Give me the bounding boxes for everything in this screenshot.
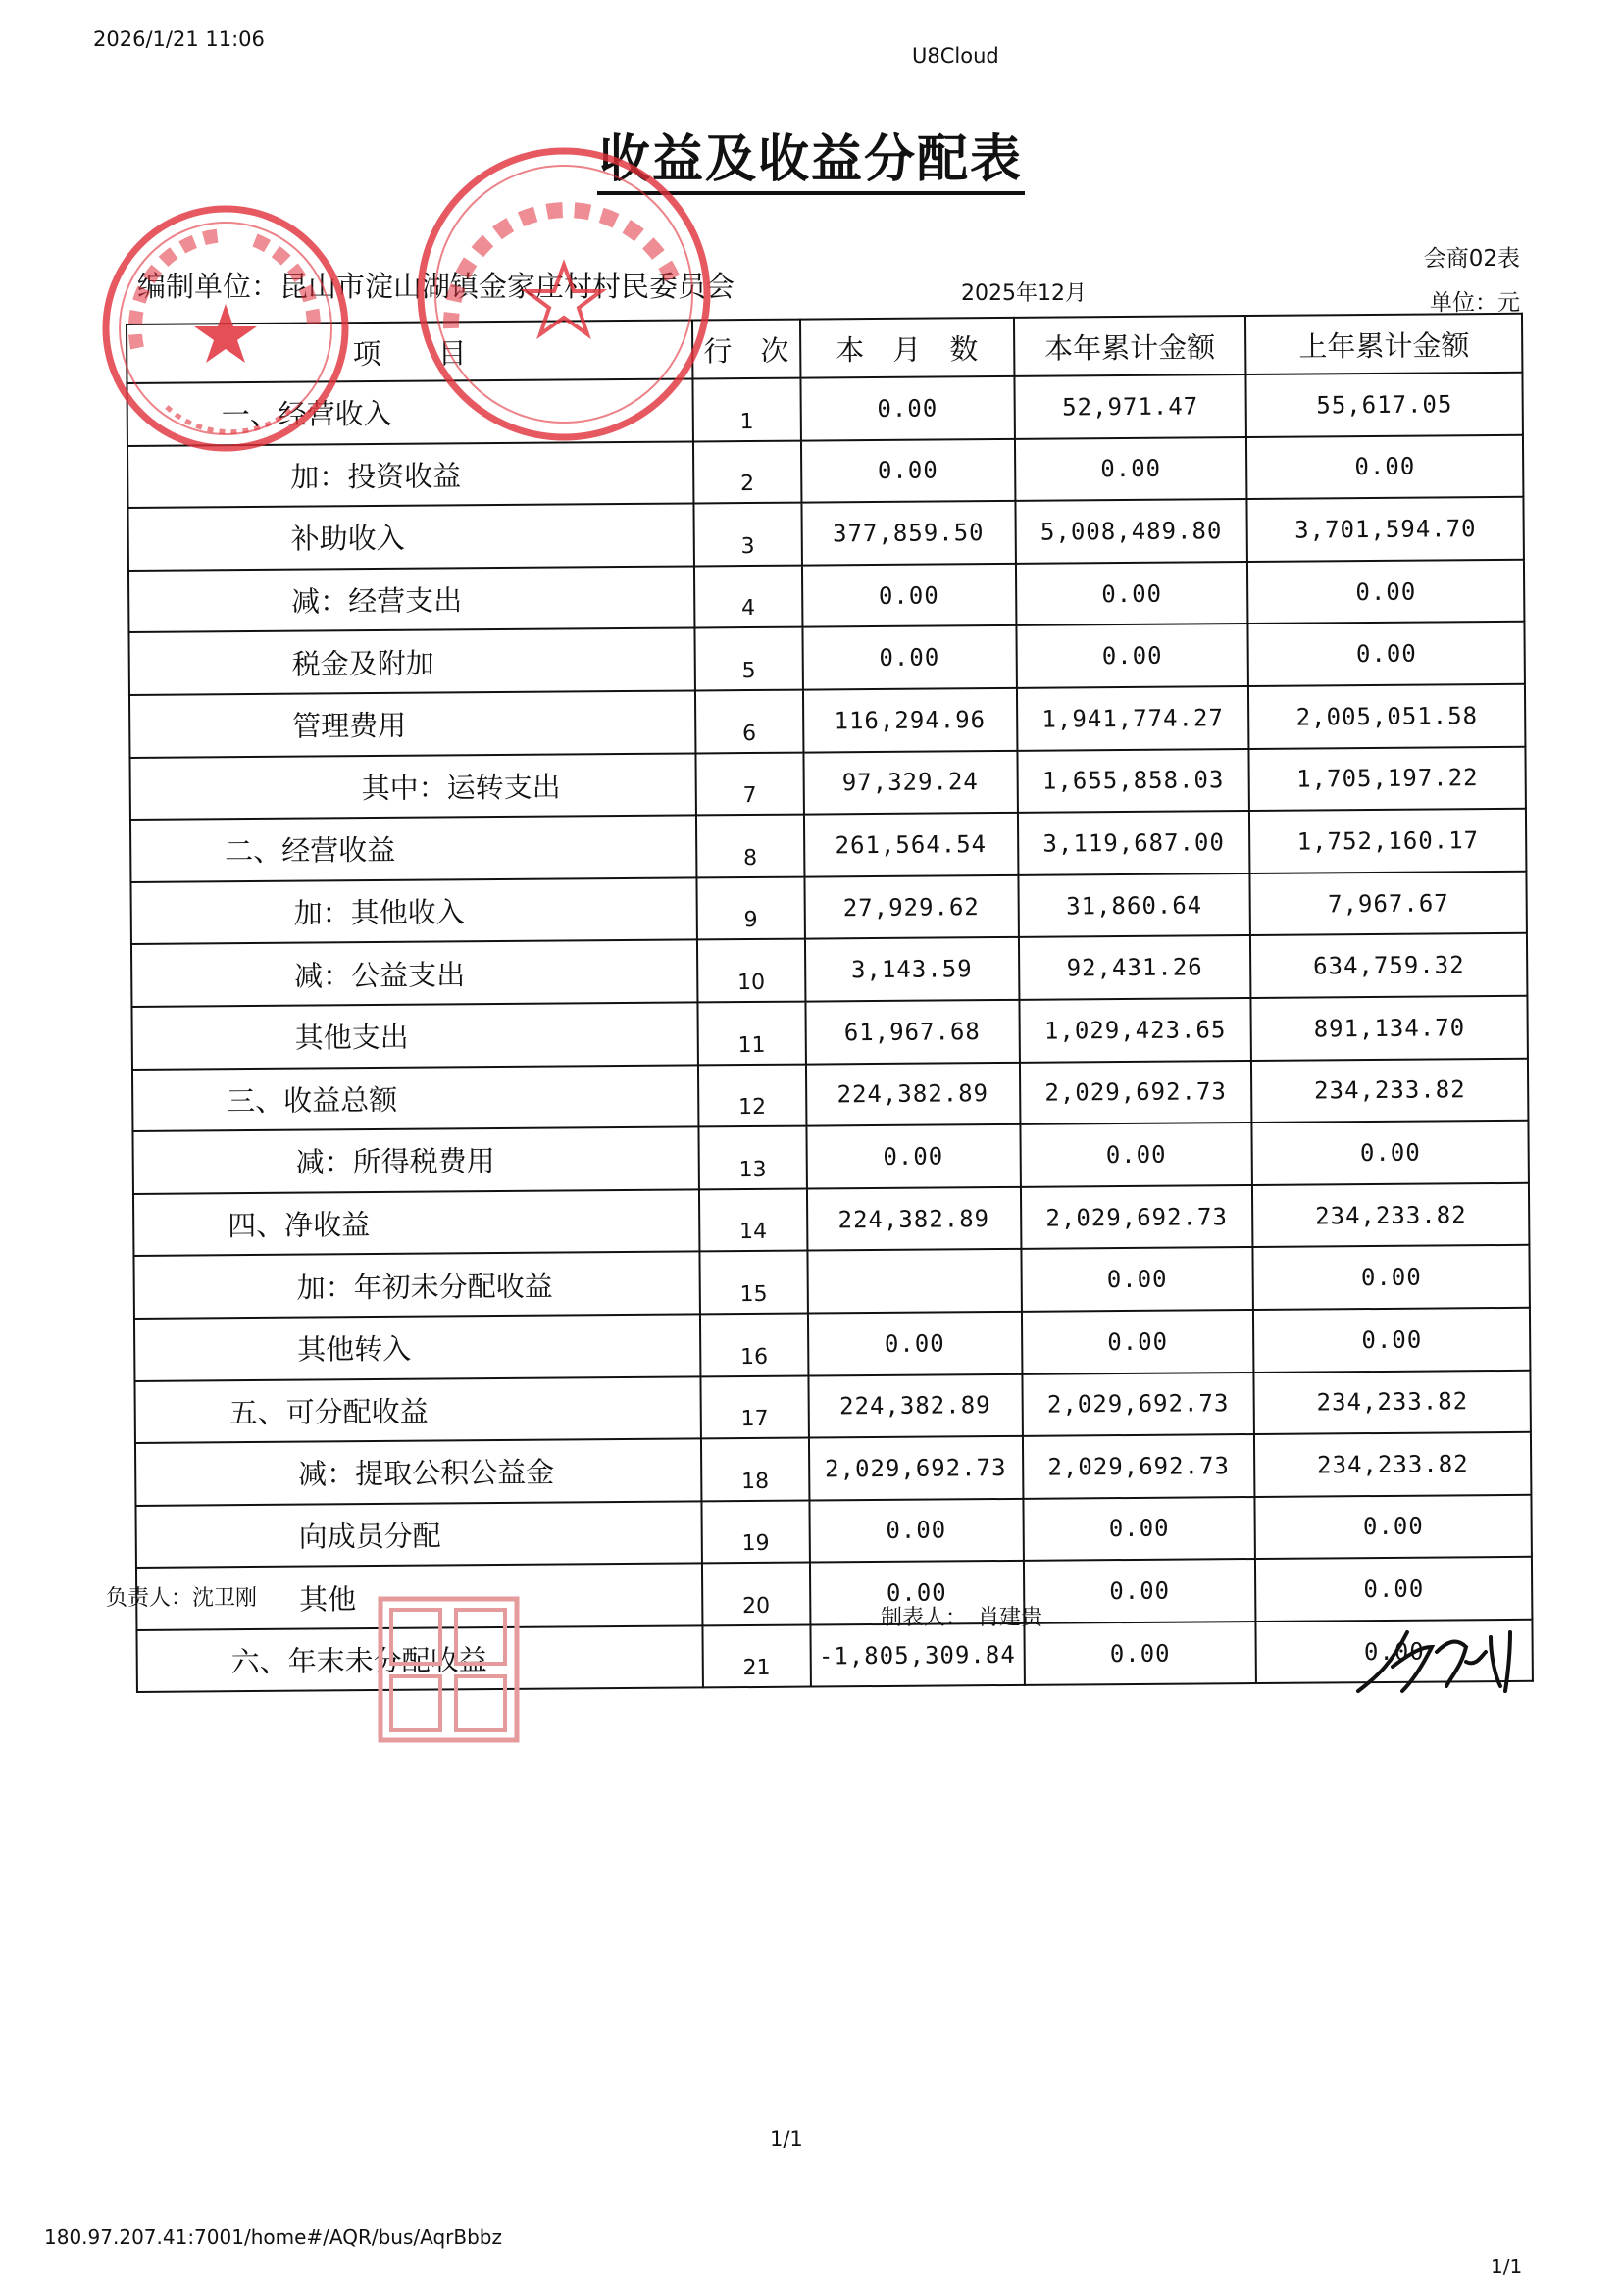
- row-item-label: 四、净收益: [133, 1189, 699, 1256]
- row-month-amount: 0.00: [801, 438, 1015, 502]
- row-month-amount: 61,967.68: [805, 1000, 1019, 1064]
- row-prev-year-amount: 0.00: [1256, 1620, 1533, 1684]
- org-name: 昆山市淀山湖镇金家庄村村民委员会: [279, 270, 735, 303]
- row-ytd-amount: 0.00: [1020, 1123, 1252, 1186]
- row-item-label: 三、收益总额: [132, 1065, 698, 1131]
- page-number: 1/1: [770, 2127, 803, 2151]
- row-prev-year-amount: 1,705,197.22: [1249, 746, 1526, 811]
- table-row: [134, 1370, 1530, 1443]
- row-line-number: 16: [700, 1313, 808, 1375]
- org-label: 编制单位：: [137, 270, 280, 303]
- row-item-label: 加：其他收入: [130, 877, 696, 944]
- page-url: 180.97.207.41:7001/home#/AQR/bus/AqrBbbz: [44, 2225, 502, 2249]
- row-prev-year-amount: 2,005,051.58: [1248, 684, 1525, 749]
- table-row: [133, 1183, 1529, 1257]
- row-month-amount: [807, 1249, 1021, 1313]
- row-month-amount: 377,859.50: [801, 501, 1015, 565]
- row-line-number: 3: [693, 503, 801, 566]
- table-row: [134, 1308, 1530, 1381]
- table-row: [129, 746, 1525, 820]
- row-month-amount: 0.00: [806, 1124, 1020, 1188]
- center-round-seal-icon: [412, 142, 716, 446]
- row-prev-year-amount: 234,233.82: [1254, 1432, 1531, 1497]
- row-ytd-amount: 1,655,858.03: [1017, 749, 1249, 813]
- row-item-label: 加：年初未分配收益: [133, 1252, 699, 1319]
- table-body: [127, 373, 1532, 1693]
- name-seal-icon: [378, 1596, 520, 1743]
- row-item-label: 管理费用: [129, 690, 695, 757]
- row-month-amount: 0.00: [802, 625, 1016, 689]
- row-ytd-amount: 0.00: [1021, 1247, 1253, 1311]
- form-code: 会商02表: [1423, 246, 1520, 272]
- row-month-amount: 116,294.96: [803, 688, 1017, 752]
- row-ytd-amount: 3,119,687.00: [1018, 811, 1250, 874]
- row-item-label: 补助收入: [127, 504, 693, 571]
- row-month-amount: 2,029,692.73: [809, 1436, 1023, 1500]
- table-row: [128, 560, 1524, 633]
- row-line-number: 7: [695, 752, 803, 815]
- row-item-label: 减：经营支出: [128, 566, 694, 632]
- report-title: 收益及收益分配表: [0, 118, 1622, 191]
- table-row: [129, 684, 1525, 758]
- row-line-number: 4: [694, 565, 802, 627]
- row-item-label: 其他: [136, 1564, 702, 1630]
- row-item-label: 一、经营收入: [127, 378, 692, 445]
- row-prev-year-amount: 0.00: [1253, 1308, 1530, 1373]
- print-datetime: 2026/1/21 11:06: [93, 27, 265, 51]
- row-line-number: 18: [701, 1438, 809, 1501]
- col-header-ytd: 本年累计金额: [1014, 316, 1246, 376]
- row-ytd-amount: 0.00: [1015, 437, 1247, 501]
- row-item-label: 减：所得税费用: [132, 1127, 698, 1194]
- table-row: [128, 622, 1524, 695]
- row-item-label: 二、经营收益: [130, 816, 696, 882]
- row-line-number: 6: [695, 690, 803, 753]
- row-item-label: 六、年末未分配收益: [136, 1625, 702, 1692]
- row-prev-year-amount: 891,134.70: [1251, 996, 1528, 1061]
- row-item-label: 其中：运转支出: [129, 753, 695, 820]
- row-prev-year-amount: 0.00: [1246, 434, 1523, 499]
- table-row: [132, 1058, 1528, 1131]
- row-line-number: 21: [702, 1624, 810, 1687]
- col-header-item: 项 目: [127, 320, 692, 383]
- row-month-amount: 0.00: [809, 1499, 1023, 1563]
- row-month-amount: 0.00: [802, 564, 1016, 627]
- responsible-person: 负责人：沈卫刚: [106, 1586, 258, 1611]
- row-month-amount: -1,805,309.84: [810, 1623, 1024, 1687]
- row-prev-year-amount: 0.00: [1248, 622, 1525, 686]
- row-ytd-amount: 0.00: [1023, 1497, 1255, 1561]
- row-item-label: 减：公益支出: [131, 940, 697, 1007]
- row-prev-year-amount: 234,233.82: [1254, 1370, 1531, 1434]
- row-item-label: 加：投资收益: [127, 441, 693, 508]
- row-item-label: 税金及附加: [128, 628, 694, 695]
- income-distribution-table: [126, 313, 1534, 1694]
- left-round-seal-icon: [98, 201, 353, 456]
- row-item-label: 其他支出: [131, 1002, 697, 1069]
- table-row: [133, 1245, 1529, 1319]
- row-ytd-amount: 1,029,423.65: [1019, 998, 1251, 1062]
- table-row: [130, 809, 1526, 882]
- row-ytd-amount: 2,029,692.73: [1020, 1061, 1252, 1124]
- row-prev-year-amount: 234,233.82: [1251, 1058, 1528, 1123]
- row-line-number: 15: [699, 1251, 807, 1314]
- row-month-amount: 224,382.89: [807, 1187, 1021, 1251]
- row-item-label: 减：提取公积公益金: [135, 1439, 701, 1506]
- table-row: [135, 1432, 1531, 1506]
- row-line-number: 17: [700, 1375, 808, 1438]
- row-line-number: 5: [694, 627, 802, 690]
- row-ytd-amount: 0.00: [1024, 1559, 1256, 1622]
- row-ytd-amount: 0.00: [1022, 1310, 1254, 1373]
- row-prev-year-amount: 0.00: [1253, 1245, 1530, 1310]
- row-line-number: 11: [697, 1002, 805, 1065]
- unit-label: 单位：元: [1430, 290, 1520, 316]
- col-header-line: 行 次: [692, 320, 800, 379]
- row-line-number: 14: [699, 1188, 807, 1251]
- row-ytd-amount: 2,029,692.73: [1022, 1372, 1254, 1435]
- table-row: [131, 996, 1527, 1070]
- row-month-amount: 3,143.59: [805, 937, 1019, 1001]
- row-prev-year-amount: 3,701,594.70: [1247, 497, 1524, 562]
- row-item-label: 向成员分配: [135, 1501, 701, 1568]
- row-month-amount: 0.00: [800, 376, 1014, 440]
- row-line-number: 10: [697, 939, 805, 1002]
- app-name: U8Cloud: [912, 44, 999, 68]
- report-period: 2025年12月: [961, 281, 1087, 306]
- row-ytd-amount: 52,971.47: [1014, 374, 1246, 438]
- row-prev-year-amount: 55,617.05: [1246, 373, 1523, 437]
- row-month-amount: 224,382.89: [806, 1062, 1020, 1125]
- row-line-number: 2: [693, 440, 801, 503]
- row-line-number: 13: [698, 1126, 806, 1189]
- row-month-amount: 224,382.89: [808, 1373, 1022, 1437]
- row-prev-year-amount: 7,967.67: [1250, 872, 1527, 936]
- row-line-number: 19: [701, 1500, 809, 1563]
- table-row: [132, 1121, 1528, 1194]
- table-row: [136, 1557, 1532, 1630]
- row-month-amount: 261,564.54: [804, 813, 1018, 876]
- row-month-amount: 0.00: [808, 1312, 1022, 1375]
- row-prev-year-amount: 1,752,160.17: [1249, 809, 1526, 873]
- row-prev-year-amount: 234,233.82: [1252, 1183, 1529, 1248]
- row-item-label: 五、可分配收益: [134, 1376, 700, 1443]
- row-month-amount: 27,929.62: [804, 875, 1018, 939]
- row-ytd-amount: 0.00: [1016, 562, 1248, 625]
- row-prev-year-amount: 0.00: [1247, 560, 1524, 624]
- row-prev-year-amount: 0.00: [1255, 1557, 1532, 1622]
- row-ytd-amount: 31,860.64: [1018, 873, 1250, 937]
- row-item-label: 其他转入: [134, 1314, 700, 1380]
- col-header-prev-year: 上年累计金额: [1245, 314, 1522, 374]
- row-month-amount: 97,329.24: [803, 750, 1017, 814]
- table-row: [127, 497, 1523, 571]
- row-ytd-amount: 1,941,774.27: [1017, 686, 1249, 750]
- row-line-number: 9: [696, 876, 804, 939]
- row-ytd-amount: 0.00: [1024, 1622, 1256, 1685]
- row-ytd-amount: 2,029,692.73: [1023, 1434, 1255, 1498]
- table-row: [130, 872, 1526, 945]
- row-ytd-amount: 5,008,489.80: [1015, 499, 1247, 563]
- row-prev-year-amount: 634,759.32: [1250, 933, 1527, 998]
- row-line-number: 1: [692, 378, 800, 441]
- table-row: [136, 1620, 1532, 1693]
- row-line-number: 12: [698, 1064, 806, 1126]
- handwritten-signature-icon: [1353, 1622, 1530, 1701]
- row-prev-year-amount: 0.00: [1255, 1494, 1532, 1559]
- table-row: [131, 933, 1527, 1007]
- page-number-corner: 1/1: [1491, 2255, 1523, 2278]
- row-month-amount: 0.00: [810, 1561, 1024, 1624]
- preparer: 制表人： 肖建贵: [881, 1606, 1043, 1630]
- col-header-month: 本 月 数: [800, 318, 1014, 378]
- row-ytd-amount: 92,431.26: [1019, 935, 1251, 999]
- row-line-number: 8: [696, 815, 804, 877]
- row-ytd-amount: 2,029,692.73: [1021, 1185, 1253, 1249]
- table-row: [135, 1494, 1531, 1568]
- row-line-number: 20: [702, 1563, 810, 1625]
- row-prev-year-amount: 0.00: [1252, 1121, 1529, 1185]
- row-ytd-amount: 0.00: [1016, 624, 1248, 687]
